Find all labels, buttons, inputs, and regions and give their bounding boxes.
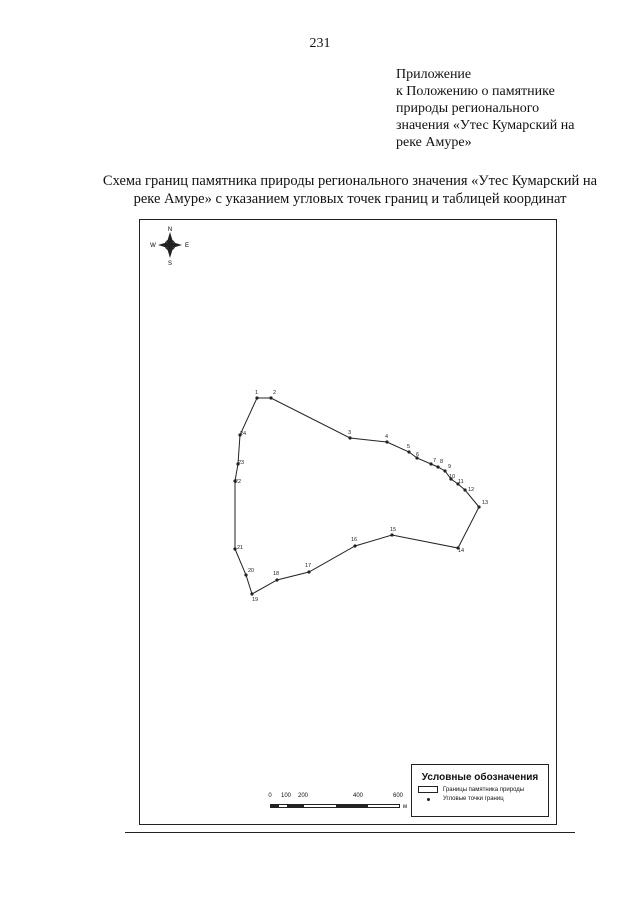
boundary-swatch-icon <box>418 786 438 793</box>
corner-point <box>385 440 388 443</box>
corner-point-label: 3 <box>348 430 352 436</box>
corner-point-label: 18 <box>273 571 280 577</box>
legend-row-boundary <box>418 786 548 793</box>
corner-point <box>269 396 272 399</box>
boundary-map <box>140 220 558 826</box>
scale-bar <box>270 793 408 815</box>
corner-point-label: 7 <box>433 458 437 464</box>
scale-tick-label: 0 <box>268 793 272 799</box>
compass-w: W <box>150 243 156 249</box>
corner-point-label: 16 <box>351 537 358 543</box>
corner-point <box>250 592 253 595</box>
corner-point-label: 20 <box>248 568 255 574</box>
corner-point-label: 17 <box>305 563 312 569</box>
compass-rose-icon <box>150 224 190 266</box>
corner-point <box>348 436 351 439</box>
corner-points-layer <box>233 390 488 603</box>
corner-point-label: 5 <box>407 444 411 450</box>
corner-point-label: 1 <box>255 390 259 396</box>
appendix-note <box>396 66 626 151</box>
corner-point <box>307 570 310 573</box>
scale-unit: м <box>403 804 408 810</box>
corner-point <box>477 505 480 508</box>
legend-row-points <box>418 796 548 802</box>
corner-point-label: 23 <box>238 460 245 466</box>
corner-point-label: 8 <box>440 459 444 465</box>
corner-point-label: 2 <box>273 390 277 396</box>
scheme-title-line: реке Амуре» с указанием угловых точек границ и таблицей координат <box>133 191 567 207</box>
compass-e: E <box>184 243 190 249</box>
corner-point-label: 9 <box>448 464 452 470</box>
corner-point-label: 22 <box>235 479 242 485</box>
appendix-line: реке Амуре» <box>396 135 472 150</box>
corner-point <box>463 488 466 491</box>
page-number: 231 <box>309 36 331 51</box>
scheme-title <box>70 172 630 208</box>
appendix-line: значения «Утес Кумарский на <box>396 118 575 133</box>
boundary-polygon <box>235 398 479 594</box>
corner-point-label: 24 <box>240 431 247 437</box>
scheme-title-line: Схема границ памятника природы регионального значения «Утес Кумарский на <box>102 173 598 189</box>
scale-tick-label: 400 <box>352 793 364 799</box>
scale-tick-label: 600 <box>392 793 404 799</box>
corner-point <box>353 544 356 547</box>
legend-title: Условные обозначения <box>421 772 539 783</box>
legend-boundary-label: Границы памятника природы <box>443 786 525 793</box>
point-marker-icon <box>427 798 430 801</box>
corner-point <box>255 396 258 399</box>
corner-point-label: 15 <box>390 527 397 533</box>
appendix-line: природы регионального <box>396 101 540 116</box>
corner-point-label: 19 <box>252 597 259 603</box>
corner-point-label: 13 <box>482 500 489 506</box>
appendix-line: Приложение <box>396 67 472 82</box>
corner-point-label: 6 <box>416 452 420 458</box>
corner-point-label: 14 <box>458 548 465 554</box>
compass-s: S <box>167 261 173 266</box>
corner-point-label: 21 <box>237 545 244 551</box>
footer-rule <box>125 832 575 833</box>
corner-point <box>436 465 439 468</box>
map-frame <box>139 219 557 825</box>
corner-point-label: 12 <box>468 487 475 493</box>
corner-point-label: 4 <box>385 434 389 440</box>
appendix-line: к Положению о памятнике <box>396 84 555 99</box>
compass-n: N <box>167 227 173 233</box>
corner-point-label: 10 <box>449 474 456 480</box>
scale-bar-graphic <box>270 804 400 808</box>
corner-point <box>275 578 278 581</box>
corner-point <box>407 450 410 453</box>
corner-point-label: 11 <box>458 479 464 485</box>
map-legend <box>411 764 549 817</box>
corner-point <box>390 533 393 536</box>
corner-point <box>443 469 446 472</box>
legend-points-label: Угловые точки границ <box>443 796 504 802</box>
scale-tick-label: 200 <box>297 793 309 799</box>
scale-tick-label: 100 <box>280 793 292 799</box>
